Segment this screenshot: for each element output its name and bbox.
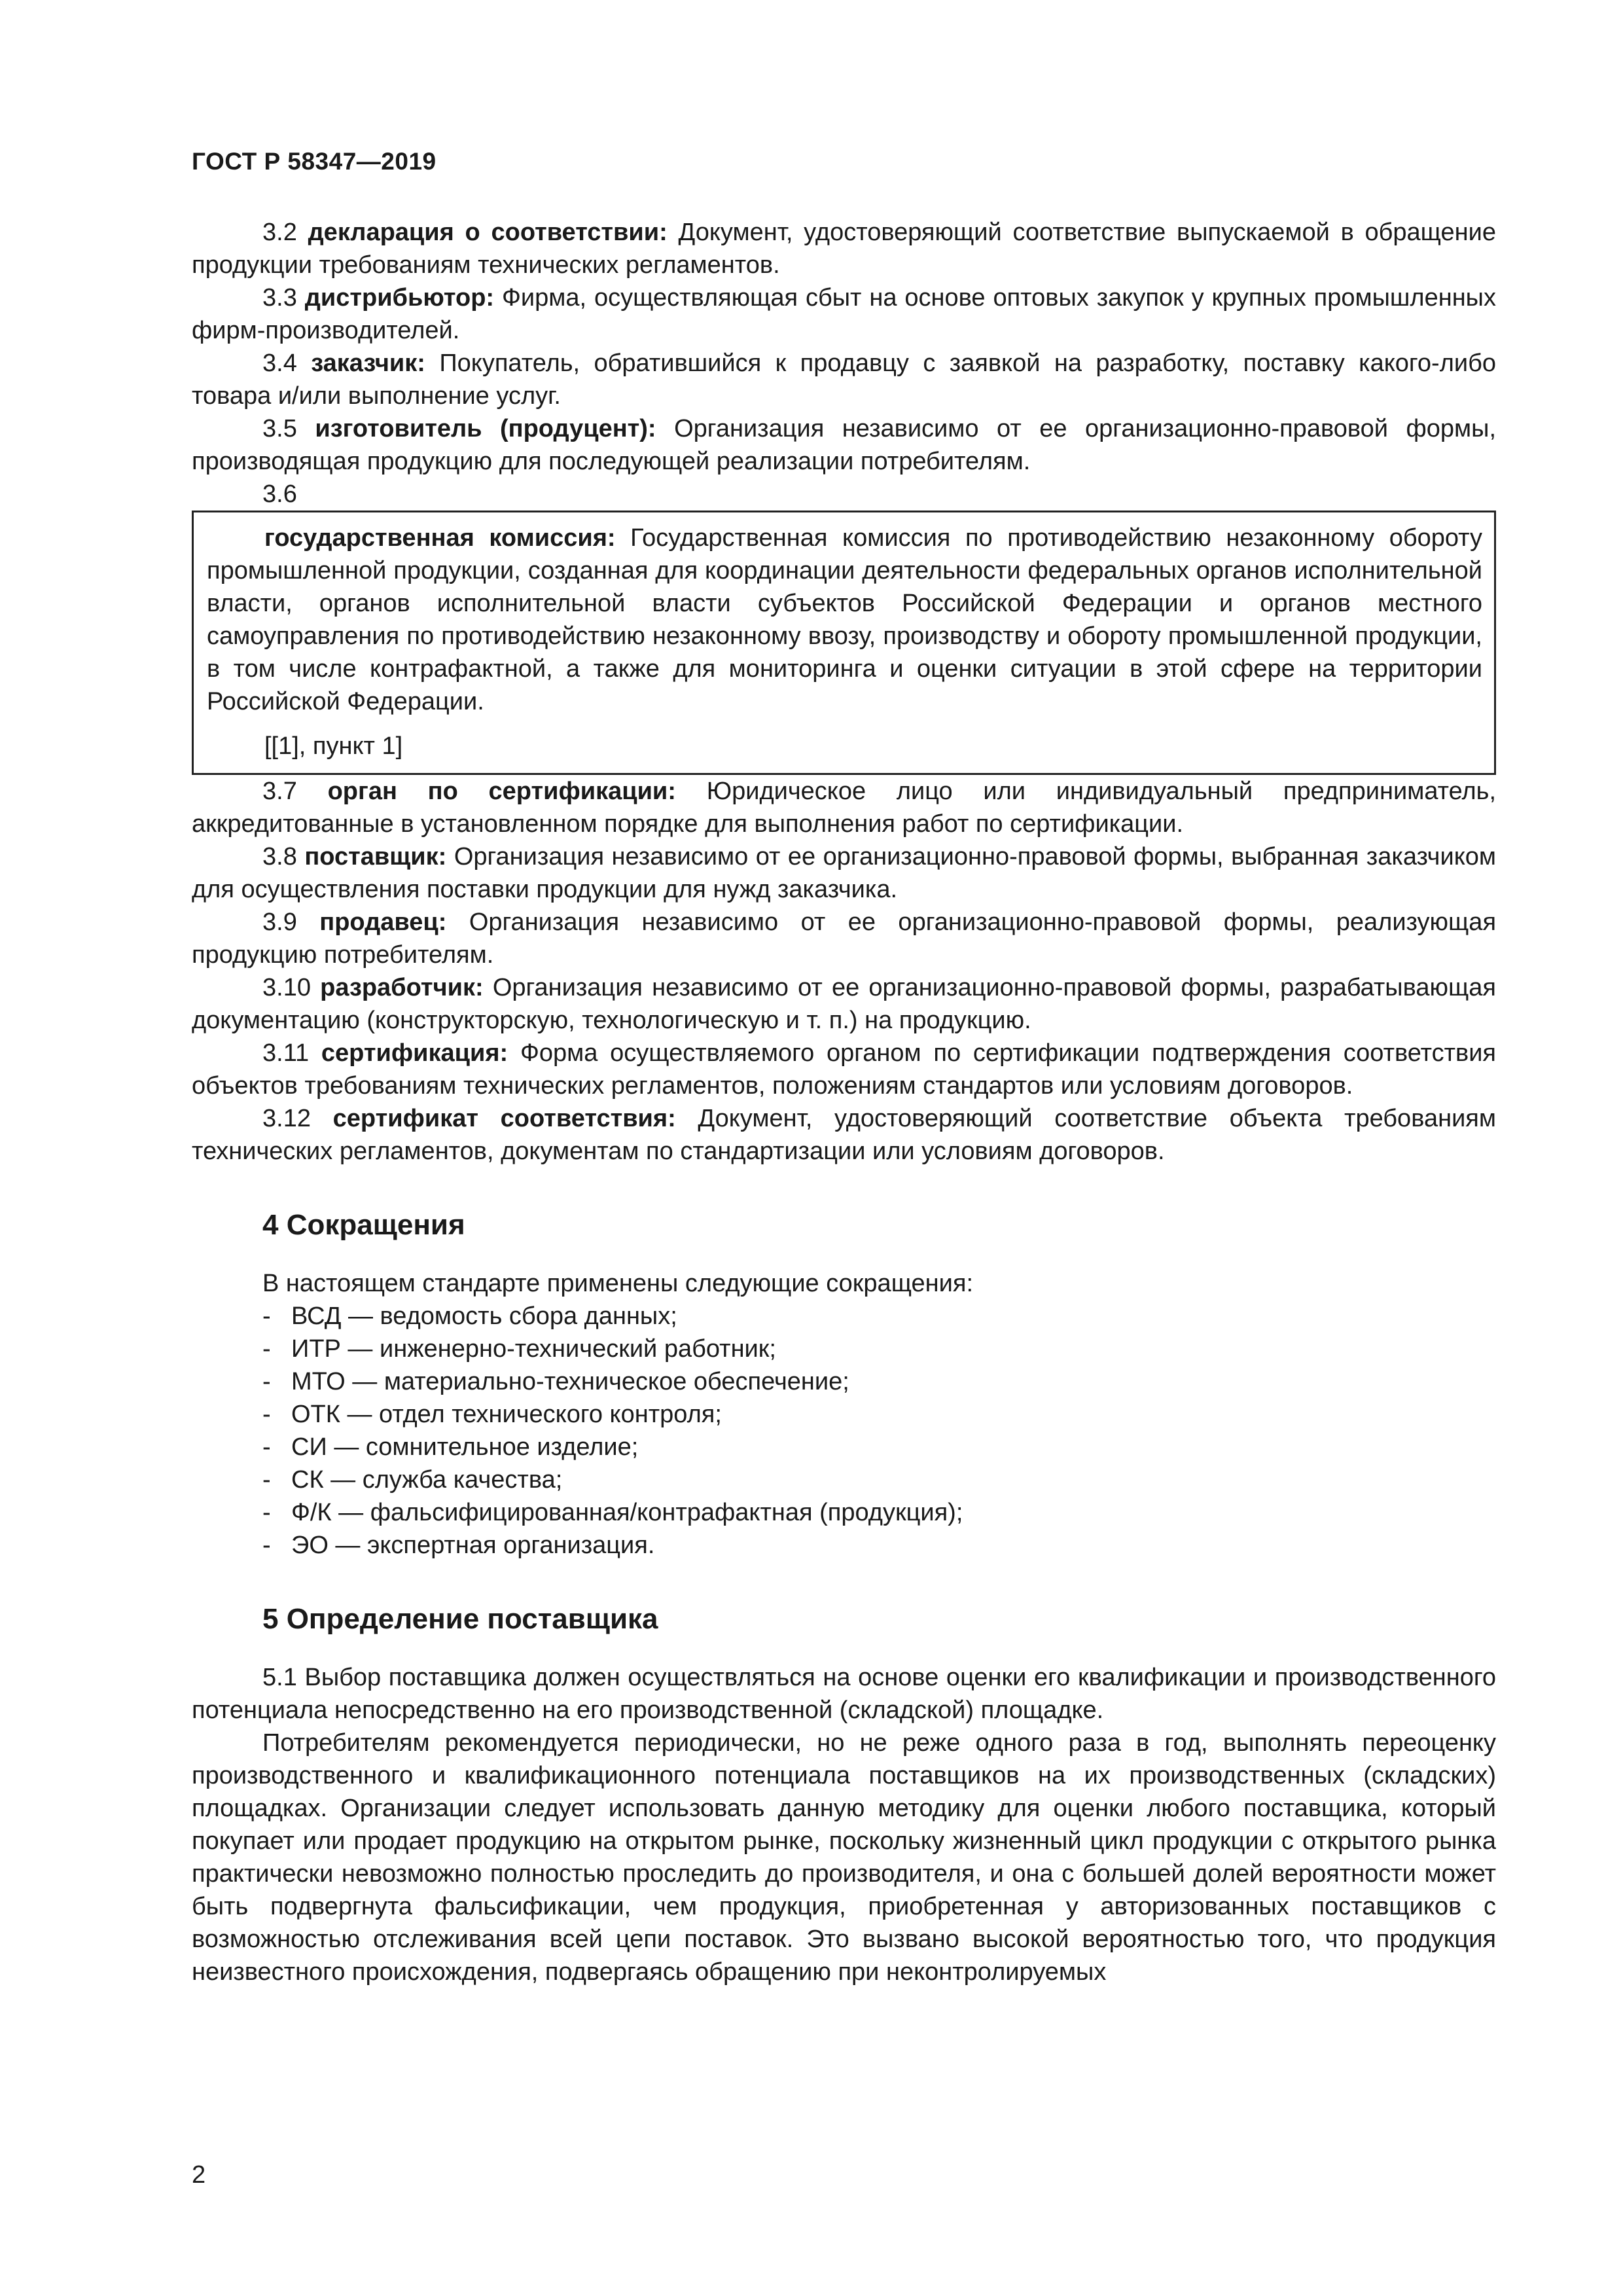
definition-number: 3.11 (262, 1039, 310, 1067)
definition-term: орган по сертификации: (327, 778, 676, 805)
list-item-text: СИ — сомнительное изделие; (291, 1433, 639, 1461)
definition-number: 3.7 (262, 778, 297, 805)
definition-number: 3.4 (262, 350, 297, 377)
list-dash: - (262, 1302, 271, 1330)
definition-text: Документ, удостоверяющий соответствие выпускаемой в обращение продукции требованиям технических регламентов. (192, 219, 1496, 279)
list-item-text: ЭО — экспертная организация. (291, 1532, 655, 1559)
list-item (192, 1365, 1496, 1398)
definition-3-12 (192, 1102, 1496, 1168)
definition-text: Организация независимо от ее организационно-правовой формы, разрабатывающая документацию (конструкторскую, технологическую и т. п.) на продукцию. (192, 974, 1496, 1034)
definition-number: 3.3 (262, 284, 297, 312)
definition-text: Государственная комиссия по противодействию незаконному обороту промышленной продукции, созданная для координации деятельности федеральных органов исполнительной власти, органов исполнительной власти субъектов Российской Федерации и органов местного самоуправления по противодействию незаконному ввозу, производству и обороту промышленной продукции, в том числе контрафактной, а также для мониторинга и оценки ситуации в этой сфере на территории Российской Федерации. (207, 524, 1482, 715)
definition-number: 3.10 (262, 974, 311, 1001)
definition-3-6 (207, 522, 1482, 718)
document-content (192, 216, 1496, 1988)
definition-text: Юридическое лицо или индивидуальный предприниматель, аккредитованные в установленном порядке для выполнения работ по сертификации. (192, 778, 1496, 838)
definition-term: разработчик: (320, 974, 484, 1001)
definition-3-4 (192, 347, 1496, 412)
list-item-text: МТО — материально-техническое обеспечение; (291, 1368, 849, 1395)
definition-text: Организация независимо от ее организационно-правовой формы, выбранная заказчиком для осуществления поставки продукции для нужд заказчика. (192, 843, 1497, 903)
list-item-text: ВСД — ведомость сбора данных; (291, 1302, 677, 1330)
definition-3-3 (192, 281, 1496, 347)
list-dash: - (262, 1368, 271, 1395)
definition-term: заказчик: (311, 350, 425, 377)
section-5-paragraph-2: Потребителям рекомендуется периодически, но не реже одного раза в год, выполнять переоценку производственного и квалификационного потенциала поставщиков на их производственных (складских) площадках. Организации следует использовать данную методику для оценки любого поставщика, который покупает или продает продукцию на открытом рынке, поскольку жизненный цикл продукции с открытого рынка практически невозможно полностью проследить до производителя, и она с большей долей вероятности может быть подвергнута фальсификации, чем продукция, приобретенная у авторизованных поставщиков с возможностью отслеживания всей цепи поставок. Это вызвано высокой вероятностью того, что продукция неизвестного происхождения, подвергаясь обращению при неконтролируемых (192, 1729, 1496, 1986)
definition-number: 3.9 (262, 908, 297, 936)
definition-number: 3.2 (262, 219, 297, 246)
definition-reference: [[1], пункт 1] (264, 732, 403, 760)
list-item-text: Ф/К — фальсифицированная/контрафактная (продукция); (291, 1499, 963, 1526)
list-item (192, 1333, 1496, 1365)
list-item (192, 1398, 1496, 1431)
definition-text: Документ, удостоверяющий соответствие объекта требованиям технических регламентов, документам по стандартизации или условиям договоров. (192, 1105, 1497, 1165)
section-4-title: 4 Сокращения (262, 1209, 465, 1241)
definition-3-7 (192, 775, 1496, 840)
definition-term: поставщик: (304, 843, 447, 870)
list-dash: - (262, 1433, 271, 1461)
section-5-title: 5 Определение поставщика (262, 1603, 658, 1635)
section-4-intro: В настоящем стандарте применены следующие сокращения: (262, 1270, 974, 1297)
list-item-text: СК — служба качества; (291, 1466, 563, 1494)
definition-number: 3.5 (262, 415, 297, 442)
definition-3-10 (192, 971, 1496, 1037)
definition-3-9 (192, 906, 1496, 971)
definition-text: Покупатель, обратившийся к продавцу с заявкой на разработку, поставку какого-либо товара и/или выполнение услуг. (192, 350, 1496, 410)
list-dash: - (262, 1401, 271, 1428)
list-item (192, 1529, 1496, 1562)
definition-3-11 (192, 1037, 1496, 1102)
definition-term: продавец: (319, 908, 447, 936)
list-item (192, 1300, 1496, 1333)
definition-term: сертификация: (321, 1039, 508, 1067)
definition-term: сертификат соответствия: (332, 1105, 676, 1132)
abbreviations-list (192, 1300, 1496, 1562)
definition-number: 3.8 (262, 843, 297, 870)
definition-3-8 (192, 840, 1496, 906)
definition-3-5 (192, 412, 1496, 478)
definition-3-6-number: 3.6 (262, 480, 297, 508)
section-5-paragraph-1: 5.1 Выбор поставщика должен осуществляться на основе оценки его квалификации и производственного потенциала непосредственно на его производственной (складской) площадке. (192, 1664, 1496, 1724)
list-dash: - (262, 1532, 271, 1559)
list-item (192, 1431, 1496, 1463)
list-dash: - (262, 1466, 271, 1494)
boxed-definition-frame (192, 511, 1496, 775)
list-item (192, 1496, 1496, 1529)
definition-term: изготовитель (продуцент): (315, 415, 656, 442)
definition-number: 3.12 (262, 1105, 311, 1132)
definition-text: Фирма, осуществляющая сбыт на основе оптовых закупок у крупных промышленных фирм-производителей. (192, 284, 1496, 344)
definition-term: государственная комиссия: (264, 524, 616, 552)
list-dash: - (262, 1499, 271, 1526)
list-item-text: ОТК — отдел технического контроля; (291, 1401, 722, 1428)
definition-text: Форма осуществляемого органом по сертификации подтверждения соответствия объектов требованиям технических регламентов, положениям стандартов или условиям договоров. (192, 1039, 1497, 1100)
definition-term: декларация о соответствии: (308, 219, 668, 246)
page-number: 2 (192, 2161, 206, 2189)
definition-term: дистрибьютор: (304, 284, 495, 312)
definition-text: Организация независимо от ее организационно-правовой формы, производящая продукцию для последующей реализации потребителям. (192, 415, 1496, 475)
list-item (192, 1463, 1496, 1496)
definition-text: Организация независимо от ее организационно-правовой формы, реализующая продукцию потребителям. (192, 908, 1497, 969)
list-item-text: ИТР — инженерно-технический работник; (291, 1335, 776, 1363)
definition-3-2 (192, 216, 1496, 281)
list-dash: - (262, 1335, 271, 1363)
document-header: ГОСТ Р 58347—2019 (192, 148, 437, 175)
